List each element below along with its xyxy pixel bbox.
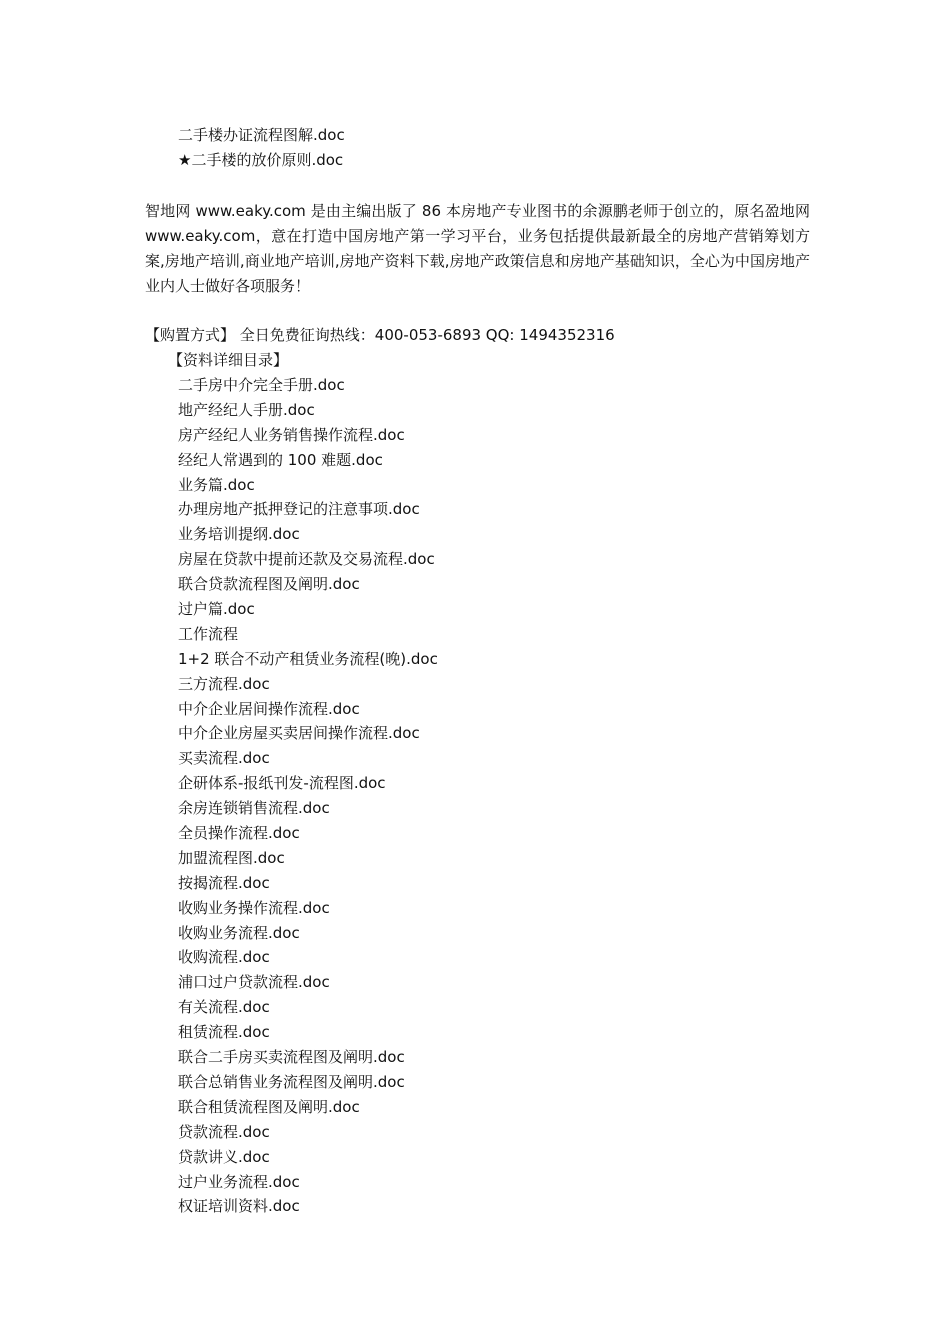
catalog-item: 浦口过户贷款流程.doc bbox=[178, 973, 330, 992]
purchase-info bbox=[145, 325, 615, 345]
catalog-item: 地产经纪人手册.doc bbox=[178, 400, 315, 419]
catalog-item: 业务篇.doc bbox=[178, 475, 255, 494]
catalog-item: 按揭流程.doc bbox=[178, 873, 270, 892]
catalog-item: 贷款流程.doc bbox=[178, 1122, 270, 1141]
catalog-item: 加盟流程图.doc bbox=[178, 848, 285, 867]
catalog-item: 三方流程.doc bbox=[178, 674, 270, 693]
catalog-item: 收购业务操作流程.doc bbox=[178, 898, 330, 917]
catalog-item: 工作流程 bbox=[178, 624, 239, 643]
catalog-item: 买卖流程.doc bbox=[178, 749, 270, 768]
catalog-item: 联合总销售业务流程图及阐明.doc bbox=[178, 1072, 405, 1091]
catalog-item: 全员操作流程.doc bbox=[178, 824, 300, 843]
catalog-item: 企研体系-报纸刊发-流程图.doc bbox=[178, 774, 386, 793]
catalog-item: 二手房中介完全手册.doc bbox=[178, 376, 345, 394]
catalog-item: 1+2 联合不动产租赁业务流程(晚).doc bbox=[178, 649, 438, 668]
catalog-item: 联合租赁流程图及阐明.doc bbox=[178, 1097, 360, 1116]
top-file-item: ★二手楼的放价原则.doc bbox=[178, 151, 344, 169]
catalog-item: 收购业务流程.doc bbox=[178, 923, 300, 942]
catalog-item: 经纪人常遇到的 100 难题.doc bbox=[178, 450, 383, 469]
catalog-item: 有关流程.doc bbox=[178, 998, 270, 1017]
catalog-item: 业务培训提纲.doc bbox=[178, 525, 300, 544]
top-file-item: 二手楼办证流程图解.doc bbox=[178, 126, 345, 144]
catalog-item: 租赁流程.doc bbox=[178, 1023, 270, 1042]
catalog-item: 房产经纪人业务销售操作流程.doc bbox=[178, 425, 405, 444]
purchase-hotline: 全日免费征询热线：400-053-6893 QQ: 1494352316 bbox=[235, 326, 615, 344]
catalog-item: 过户业务流程.doc bbox=[178, 1172, 300, 1191]
catalog-item: 联合二手房买卖流程图及阐明.doc bbox=[178, 1048, 405, 1067]
catalog-item: 房屋在贷款中提前还款及交易流程.doc bbox=[178, 550, 435, 569]
catalog-item: 贷款讲义.doc bbox=[178, 1147, 270, 1166]
catalog-item: 中介企业房屋买卖居间操作流程.doc bbox=[178, 724, 420, 743]
purchase-label: 【购置方式】 bbox=[145, 326, 236, 344]
intro-paragraph: 智地网 www.eaky.com 是由主编出版了 86 本房地产专业图书的余源鹏老师于创立的，原名盈地网 www.eaky.com，意在打造中国房地产第一学习平台，业务包括提供最新最全的房地产营销筹划方案,房地产培训,商业地产培训,房地产资料下载,房地产政策信息和房地产基础知识，全心为中国房地产业内人士做好各项服务！ bbox=[145, 202, 810, 295]
catalog-item: 办理房地产抵押登记的注意事项.doc bbox=[178, 500, 420, 519]
catalog-heading: 【资料详细目录】 bbox=[168, 351, 289, 369]
catalog-item: 中介企业居间操作流程.doc bbox=[178, 699, 360, 718]
catalog-item: 权证培训资料.doc bbox=[178, 1197, 300, 1216]
catalog-list bbox=[178, 375, 438, 1221]
catalog-item: 收购流程.doc bbox=[178, 948, 270, 967]
catalog-item: 余房连锁销售流程.doc bbox=[178, 799, 330, 818]
catalog-item: 联合贷款流程图及阐明.doc bbox=[178, 575, 360, 594]
catalog-item: 过户篇.doc bbox=[178, 600, 255, 619]
